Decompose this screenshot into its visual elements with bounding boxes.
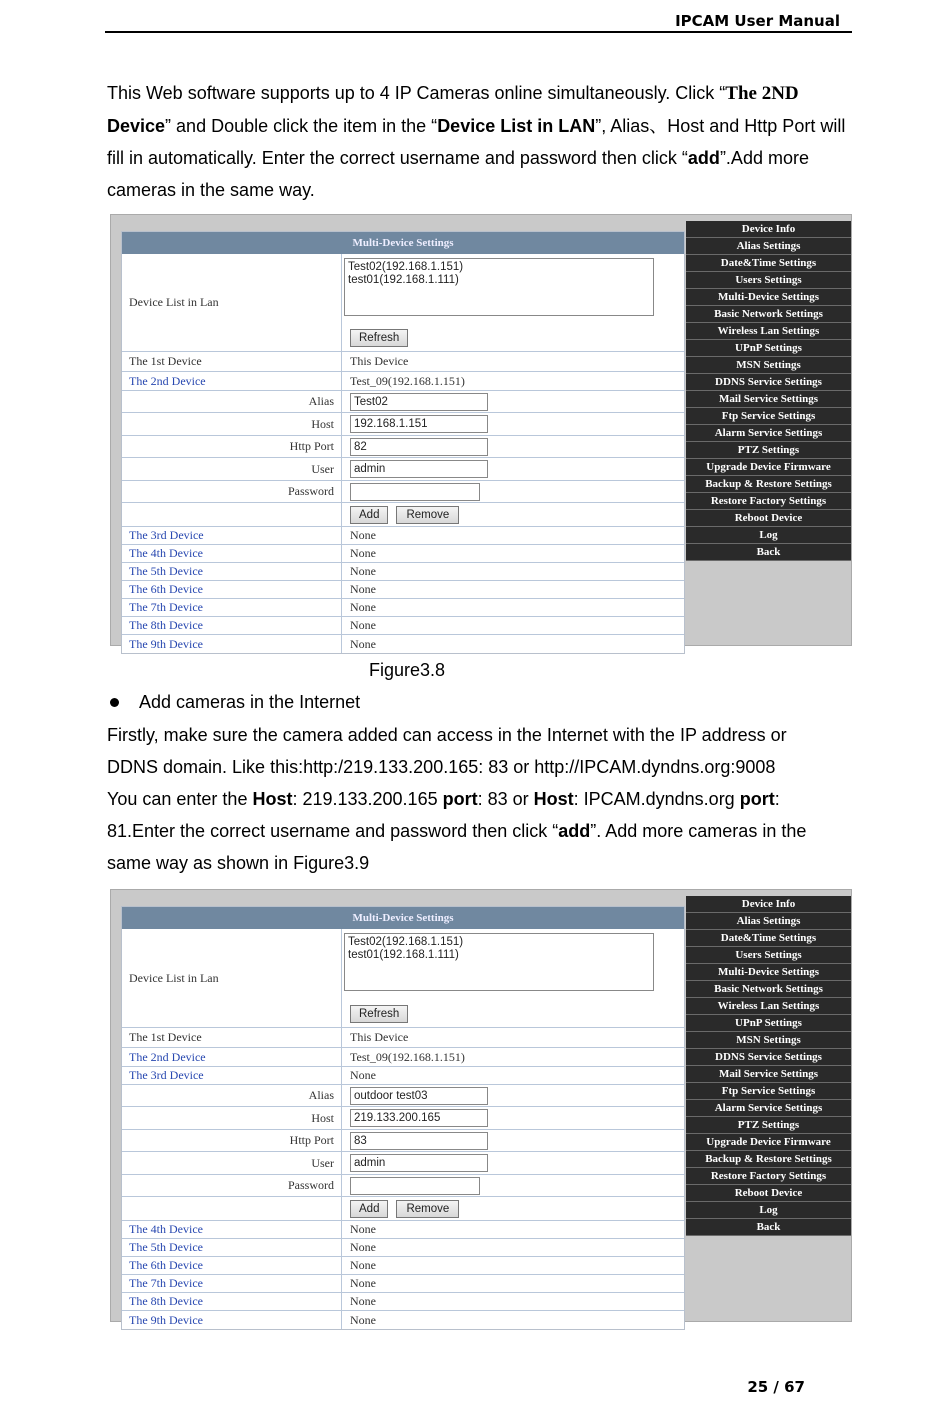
user-input[interactable]: admin [350, 1154, 488, 1172]
password-input[interactable] [350, 1177, 480, 1195]
device-value: None [350, 600, 376, 614]
device-row [122, 1311, 684, 1329]
panel-title: Multi-Device Settings [122, 232, 684, 254]
alias-label: Alias [122, 1085, 342, 1106]
device-link[interactable]: The 8th Device [122, 617, 342, 634]
menu-item[interactable]: Date&Time Settings [686, 930, 851, 947]
device-list-row [122, 254, 684, 352]
user-label: User [122, 1152, 342, 1174]
host-label: Host [122, 1107, 342, 1129]
password-row [122, 481, 684, 503]
device-link[interactable]: The 3rd Device [122, 1067, 342, 1084]
device-value: None [350, 1294, 376, 1308]
device-link[interactable]: The 7th Device [122, 599, 342, 616]
menu-item[interactable]: Wireless Lan Settings [686, 323, 851, 340]
menu-item[interactable]: Mail Service Settings [686, 1066, 851, 1083]
port-row [122, 1130, 684, 1152]
password-label: Password [122, 1175, 342, 1196]
menu-item[interactable]: Multi-Device Settings [686, 964, 851, 981]
list-item[interactable]: test01(192.168.1.111) [348, 274, 459, 286]
device-row [122, 1028, 684, 1048]
remove-button[interactable]: Remove [396, 1200, 459, 1218]
device-link[interactable]: The 5th Device [122, 563, 342, 580]
password-input[interactable] [350, 483, 480, 501]
refresh-button[interactable]: Refresh [350, 1005, 408, 1023]
user-row [122, 1152, 684, 1175]
menu-item[interactable]: UPnP Settings [686, 340, 851, 357]
menu-item[interactable]: Wireless Lan Settings [686, 998, 851, 1015]
device-label: The 1st Device [122, 1028, 342, 1047]
menu-item[interactable]: Reboot Device [686, 1185, 851, 1202]
page-number: 25 / 67 [747, 1378, 805, 1396]
menu-item[interactable]: Date&Time Settings [686, 255, 851, 272]
internet-text: DDNS domain. Like this:http:/219.133.200.165: 83 or http://IPCAM.dyndns.org:9008 [107, 757, 776, 777]
device-row [122, 599, 684, 617]
menu-item[interactable]: UPnP Settings [686, 1015, 851, 1032]
user-input[interactable]: admin [350, 460, 488, 478]
device-link[interactable]: The 8th Device [122, 1293, 342, 1310]
menu-item[interactable]: Restore Factory Settings [686, 493, 851, 510]
host-row [122, 413, 684, 436]
action-row [122, 1197, 684, 1221]
intro-bold-device: Device [107, 116, 166, 136]
menu-item[interactable]: Mail Service Settings [686, 391, 851, 408]
host-label: Host [122, 413, 342, 435]
device-row [122, 1275, 684, 1293]
settings-menu [686, 896, 851, 1236]
device-list-label: Device List in Lan [122, 929, 342, 1027]
http-port-input[interactable]: 82 [350, 438, 488, 456]
internet-text: : 83 or [477, 789, 534, 809]
device-row [122, 617, 684, 635]
menu-item[interactable]: Back [686, 1219, 851, 1236]
figure-3-9-screenshot [110, 889, 852, 1327]
device-value: None [350, 1240, 376, 1254]
device-value: Test_09(192.168.1.151) [350, 1049, 465, 1064]
bold-host: Host [252, 789, 293, 809]
device-link[interactable]: The 5th Device [122, 1239, 342, 1256]
list-item[interactable]: Test02(192.168.1.151) [348, 936, 464, 948]
menu-item[interactable]: Reboot Device [686, 510, 851, 527]
device-list-box[interactable] [344, 258, 654, 316]
panel-title: Multi-Device Settings [122, 907, 684, 929]
menu-item[interactable]: Upgrade Device Firmware [686, 1134, 851, 1151]
alias-row [122, 1085, 684, 1107]
menu-item[interactable]: Backup & Restore Settings [686, 476, 851, 493]
host-input[interactable]: 219.133.200.165 [350, 1109, 488, 1127]
menu-item[interactable]: MSN Settings [686, 1032, 851, 1049]
menu-item[interactable]: DDNS Service Settings [686, 1049, 851, 1066]
settings-menu [686, 221, 851, 561]
device-value: None [350, 528, 376, 542]
bold-host: Host [533, 789, 574, 809]
intro-text: ”.Add more cameras in the same way. [107, 148, 809, 200]
device-row [122, 1067, 684, 1085]
menu-item[interactable]: Back [686, 544, 851, 561]
device-value: None [350, 1312, 376, 1327]
password-row [122, 1175, 684, 1197]
bold-port: port [739, 789, 775, 809]
menu-item[interactable]: DDNS Service Settings [686, 374, 851, 391]
menu-item[interactable]: PTZ Settings [686, 1117, 851, 1134]
device-value: None [350, 1068, 376, 1082]
alias-row [122, 391, 684, 413]
device-link[interactable]: The 4th Device [122, 1221, 342, 1238]
intro-paragraph [107, 77, 852, 206]
figure-caption: Figure3.8 [369, 660, 446, 680]
device-value: None [350, 1222, 376, 1236]
menu-item[interactable]: Users Settings [686, 272, 851, 289]
device-value: None [350, 564, 376, 578]
http-port-input[interactable]: 83 [350, 1132, 488, 1150]
alias-input[interactable]: outdoor test03 [350, 1087, 488, 1105]
list-item[interactable]: Test02(192.168.1.151) [348, 261, 464, 273]
menu-item[interactable]: Basic Network Settings [686, 306, 851, 323]
device-row [122, 1239, 684, 1257]
bullet-icon [110, 698, 119, 707]
device-link[interactable]: The 7th Device [122, 1275, 342, 1292]
host-input[interactable]: 192.168.1.151 [350, 415, 488, 433]
internet-text: : [774, 789, 780, 809]
device-link[interactable]: The 4th Device [122, 545, 342, 562]
device-row [122, 635, 684, 653]
intro-bold-device-list: Device List in LAN [437, 116, 596, 136]
user-row [122, 458, 684, 481]
add-button[interactable]: Add [350, 1200, 388, 1218]
device-link[interactable]: The 6th Device [122, 581, 342, 598]
device-link[interactable]: The 3rd Device [122, 527, 342, 544]
bullet-text: Add cameras in the Internet [139, 692, 361, 712]
device-value: This Device [350, 1030, 409, 1044]
device-row [122, 527, 684, 545]
device-row [122, 581, 684, 599]
menu-item[interactable]: Upgrade Device Firmware [686, 459, 851, 476]
alias-label: Alias [122, 391, 342, 412]
menu-item[interactable]: PTZ Settings [686, 442, 851, 459]
device-value: None [350, 1258, 376, 1272]
device-list-row [122, 929, 684, 1028]
device-row [122, 1293, 684, 1311]
device-link[interactable]: The 6th Device [122, 1257, 342, 1274]
device-value: None [350, 618, 376, 632]
header-rule [105, 31, 852, 33]
menu-item[interactable]: Alias Settings [686, 238, 851, 255]
device-list-label: Device List in Lan [122, 254, 342, 351]
menu-item[interactable]: MSN Settings [686, 357, 851, 374]
menu-item[interactable]: Basic Network Settings [686, 981, 851, 998]
internet-paragraph [107, 719, 852, 879]
intro-bold-2nd: The 2ND [725, 83, 799, 104]
device-value: Test_09(192.168.1.151) [350, 373, 465, 388]
bold-add: add [558, 821, 591, 841]
action-row [122, 503, 684, 527]
menu-item[interactable]: Alarm Service Settings [686, 425, 851, 442]
menu-item[interactable]: Alias Settings [686, 913, 851, 930]
password-label: Password [122, 481, 342, 502]
multi-device-panel [121, 906, 685, 1330]
device-row [122, 1221, 684, 1239]
list-item[interactable]: test01(192.168.1.111) [348, 949, 459, 961]
internet-text: You can enter the [107, 789, 253, 809]
intro-text: ”, Alias、Host and Http Port will fill in automatically. Enter the correct username and password then click “ [107, 116, 846, 168]
device-value: This Device [350, 354, 409, 368]
multi-device-panel [121, 231, 685, 654]
device-link[interactable]: The 2nd Device [122, 1048, 342, 1066]
host-row [122, 1107, 684, 1130]
remove-button[interactable]: Remove [396, 506, 459, 524]
device-row [122, 1048, 684, 1067]
figure-3-8-screenshot [110, 214, 852, 651]
menu-item[interactable]: Device Info [686, 896, 851, 913]
device-row [122, 545, 684, 563]
menu-item[interactable]: Log [686, 527, 851, 544]
bullet-item [107, 692, 360, 713]
intro-text: ” and Double click the item in the “ [165, 116, 438, 136]
http-port-label: Http Port [122, 1130, 342, 1151]
menu-item[interactable]: Backup & Restore Settings [686, 1151, 851, 1168]
add-button[interactable]: Add [350, 506, 388, 524]
device-label: The 1st Device [122, 352, 342, 371]
device-link[interactable]: The 9th Device [122, 635, 342, 653]
device-list-box[interactable] [344, 933, 654, 991]
menu-item[interactable]: Restore Factory Settings [686, 1168, 851, 1185]
intro-text: This Web software supports up to 4 IP Cameras online simultaneously. Click “ [107, 83, 726, 103]
device-value: None [350, 636, 376, 651]
menu-item[interactable]: Alarm Service Settings [686, 1100, 851, 1117]
menu-item[interactable]: Multi-Device Settings [686, 289, 851, 306]
device-value: None [350, 546, 376, 560]
device-row [122, 1257, 684, 1275]
menu-item[interactable]: Device Info [686, 221, 851, 238]
device-row [122, 352, 684, 372]
refresh-button[interactable]: Refresh [350, 329, 408, 347]
internet-text: : 219.133.200.165 [292, 789, 443, 809]
internet-text: 81.Enter the correct username and password then click “ [107, 821, 559, 841]
menu-item[interactable]: Users Settings [686, 947, 851, 964]
user-label: User [122, 458, 342, 480]
menu-item[interactable]: Ftp Service Settings [686, 1083, 851, 1100]
internet-text: : IPCAM.dyndns.org [573, 789, 740, 809]
port-row [122, 436, 684, 458]
intro-bold-add: add [687, 148, 720, 168]
menu-item[interactable]: Log [686, 1202, 851, 1219]
device-value: None [350, 582, 376, 596]
alias-input[interactable]: Test02 [350, 393, 488, 411]
device-link[interactable]: The 9th Device [122, 1311, 342, 1329]
device-row [122, 372, 684, 391]
bold-port: port [442, 789, 478, 809]
device-value: None [350, 1276, 376, 1290]
internet-text: Firstly, make sure the camera added can access in the Internet with the IP address or [107, 725, 787, 745]
manual-title: IPCAM User Manual [675, 12, 840, 30]
menu-item[interactable]: Ftp Service Settings [686, 408, 851, 425]
internet-text: ”. Add more cameras in the [590, 821, 807, 841]
device-row [122, 563, 684, 581]
internet-text: same way as shown in Figure3.9 [107, 853, 370, 873]
http-port-label: Http Port [122, 436, 342, 457]
device-link[interactable]: The 2nd Device [122, 372, 342, 390]
